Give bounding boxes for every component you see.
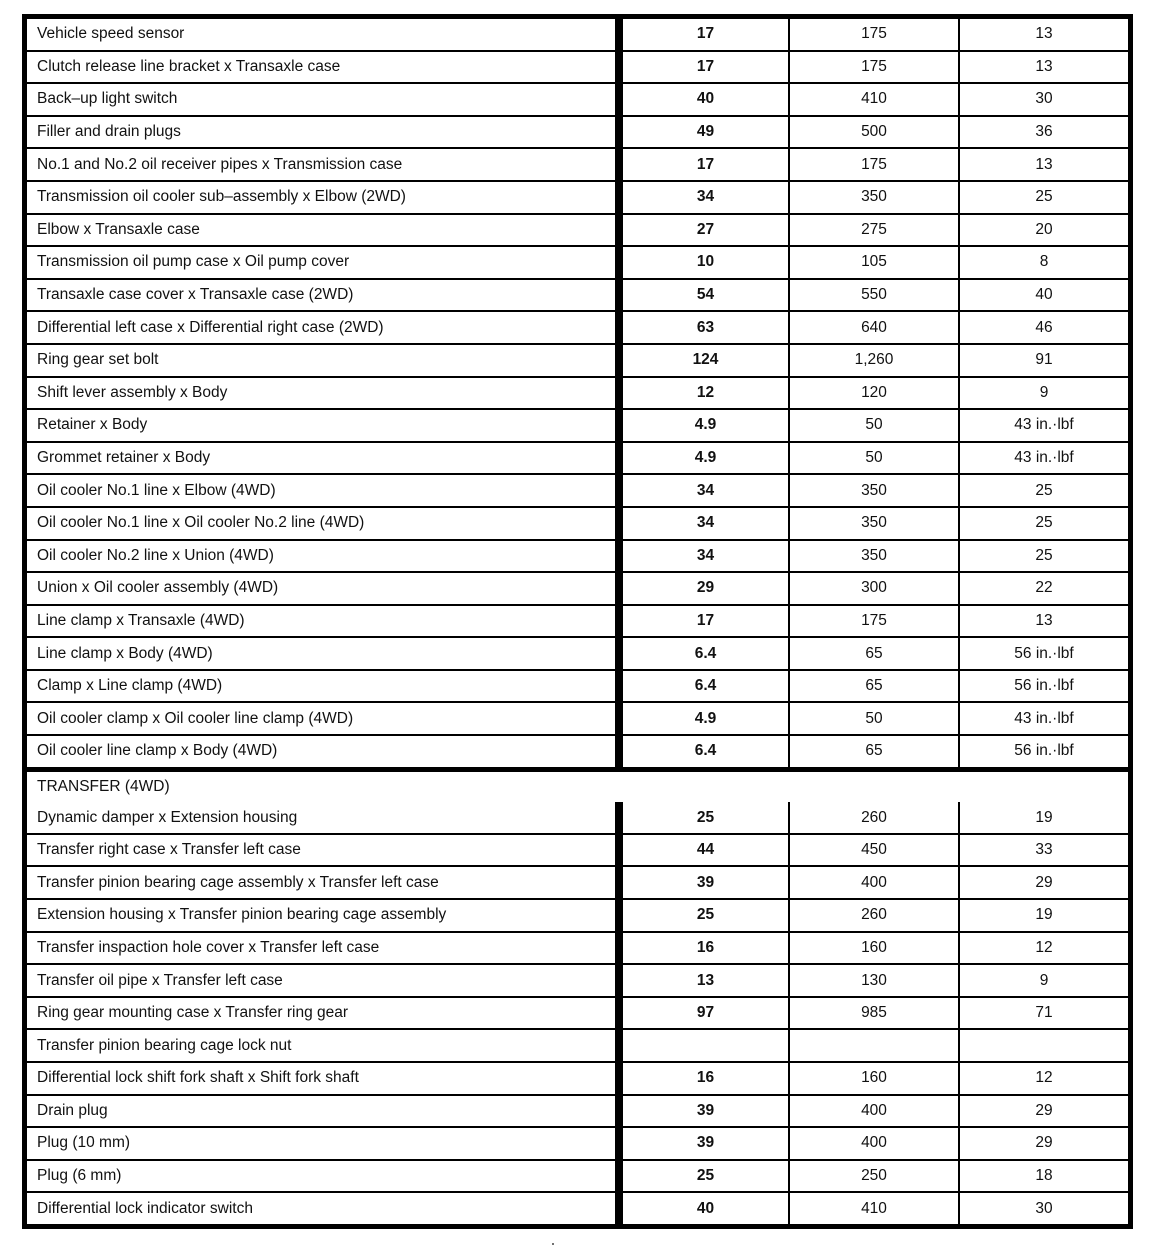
torque-ft-lbf-cell: 8 — [959, 246, 1128, 279]
table-row — [27, 507, 1128, 540]
torque-ft-lbf-cell: 29 — [959, 1127, 1128, 1160]
part-name-cell: Oil cooler line clamp x Body (4WD) — [37, 742, 278, 760]
part-name-cell: Oil cooler No.1 line x Oil cooler No.2 line (4WD) — [27, 507, 619, 540]
torque-nm-cell: 17 — [619, 605, 789, 638]
torque-kgf-cm-cell: 275 — [789, 214, 959, 247]
torque-kgf-cm-cell: 175 — [789, 19, 959, 51]
part-name-cell: Dynamic damper x Extension housing — [27, 802, 619, 834]
torque-ft-lbf-cell: 25 — [959, 540, 1128, 573]
part-name-cell: Transmission oil cooler sub–assembly x Elbow (2WD) — [27, 181, 619, 214]
torque-kgf-cm-cell: 105 — [789, 246, 959, 279]
torque-ft-lbf-cell: 43 in.·lbf — [959, 442, 1128, 475]
torque-nm-cell: 39 — [619, 1127, 789, 1160]
part-name-cell: Clutch release line bracket x Transaxle case — [27, 51, 619, 84]
torque-nm-cell: 34 — [619, 181, 789, 214]
part-name-cell: Oil cooler No.2 line x Union (4WD) — [27, 540, 619, 573]
torque-kgf-cm-cell: 260 — [789, 802, 959, 834]
torque-nm-cell: 17 — [619, 148, 789, 181]
part-name-cell: Transfer inspaction hole cover x Transfer left case — [27, 932, 619, 965]
part-name-cell: Transmission oil pump case x Oil pump cover — [27, 246, 619, 279]
torque-ft-lbf-cell: 91 — [959, 344, 1128, 377]
transfer-section-table — [27, 767, 1128, 1224]
table-row — [27, 899, 1128, 932]
table-row — [27, 964, 1128, 997]
torque-ft-lbf-cell — [959, 1029, 1128, 1062]
torque-kgf-cm-cell: 300 — [789, 572, 959, 605]
torque-ft-lbf-cell: 71 — [959, 997, 1128, 1030]
part-name-cell: Ring gear set bolt — [27, 344, 619, 377]
part-name-cell: Transaxle case cover x Transaxle case (2WD) — [27, 279, 619, 312]
torque-nm-cell: 12 — [619, 377, 789, 410]
table-row — [27, 344, 1128, 377]
torque-ft-lbf-cell: 13 — [959, 19, 1128, 51]
torque-ft-lbf-cell: 12 — [959, 932, 1128, 965]
torque-nm-cell — [619, 1029, 789, 1062]
torque-ft-lbf-cell: 19 — [959, 899, 1128, 932]
torque-ft-lbf-cell: 19 — [959, 802, 1128, 834]
part-name-cell: Shift lever assembly x Body — [27, 377, 619, 410]
part-name-cell: Line clamp x Body (4WD) — [27, 637, 619, 670]
torque-nm-cell: 25 — [619, 899, 789, 932]
table-row — [27, 1095, 1128, 1128]
torque-kgf-cm-cell: 160 — [789, 932, 959, 965]
torque-kgf-cm-cell: 65 — [789, 670, 959, 703]
table-row — [27, 572, 1128, 605]
torque-nm-cell: 34 — [619, 507, 789, 540]
table-row — [27, 997, 1128, 1030]
table-row — [27, 409, 1128, 442]
torque-nm-cell: 27 — [619, 214, 789, 247]
table-row — [27, 246, 1128, 279]
table-row — [27, 637, 1128, 670]
torque-ft-lbf-cell: 46 — [959, 311, 1128, 344]
torque-ft-lbf-cell: 30 — [959, 1192, 1128, 1224]
torque-nm-cell: 40 — [619, 83, 789, 116]
torque-kgf-cm-cell: 120 — [789, 377, 959, 410]
table-row — [27, 540, 1128, 573]
torque-nm-cell: 25 — [619, 1160, 789, 1193]
torque-ft-lbf-cell: 25 — [959, 181, 1128, 214]
table-row — [27, 1029, 1128, 1062]
torque-kgf-cm-cell: 350 — [789, 540, 959, 573]
torque-nm-cell: 40 — [619, 1192, 789, 1224]
table-row — [27, 605, 1128, 638]
torque-kgf-cm-cell: 50 — [789, 442, 959, 475]
torque-nm-cell: 16 — [619, 1062, 789, 1095]
torque-kgf-cm-cell: 50 — [789, 702, 959, 735]
torque-kgf-cm-cell: 410 — [789, 83, 959, 116]
part-name-cell: Drain plug — [27, 1095, 619, 1128]
torque-ft-lbf-cell: 20 — [959, 214, 1128, 247]
torque-nm-cell: 6.4 — [619, 637, 789, 670]
part-name-cell: Ring gear mounting case x Transfer ring gear — [27, 997, 619, 1030]
torque-ft-lbf-cell: 30 — [959, 83, 1128, 116]
torque-kgf-cm-cell: 410 — [789, 1192, 959, 1224]
torque-nm-cell: 4.9 — [619, 702, 789, 735]
torque-ft-lbf-cell: 33 — [959, 834, 1128, 867]
torque-nm-cell: 97 — [619, 997, 789, 1030]
table-row — [27, 148, 1128, 181]
transfer-section-title: TRANSFER (4WD) — [37, 777, 170, 795]
torque-kgf-cm-cell: 130 — [789, 964, 959, 997]
torque-nm-cell: 124 — [619, 344, 789, 377]
torque-kgf-cm-cell: 65 — [789, 637, 959, 670]
part-name-cell: Plug (6 mm) — [27, 1160, 619, 1193]
table-row — [27, 51, 1128, 84]
part-name-cell: Filler and drain plugs — [27, 116, 619, 149]
scan-speck — [552, 1243, 554, 1245]
table-row — [27, 1192, 1128, 1224]
torque-kgf-cm-cell: 450 — [789, 834, 959, 867]
torque-kgf-cm-cell: 500 — [789, 116, 959, 149]
table-row — [27, 735, 1128, 767]
torque-kgf-cm-cell: 250 — [789, 1160, 959, 1193]
part-name-cell: Transfer oil pipe x Transfer left case — [27, 964, 619, 997]
torque-ft-lbf-cell: 13 — [959, 148, 1128, 181]
table-row — [27, 442, 1128, 475]
table-row — [27, 83, 1128, 116]
torque-ft-lbf-cell: 29 — [959, 866, 1128, 899]
torque-kgf-cm-cell: 985 — [789, 997, 959, 1030]
table-row — [27, 474, 1128, 507]
torque-kgf-cm-cell: 65 — [789, 735, 959, 767]
table-row — [27, 1127, 1128, 1160]
part-name-cell: Line clamp x Transaxle (4WD) — [27, 605, 619, 638]
torque-spec-sheet — [22, 14, 1133, 1229]
torque-nm-cell: 44 — [619, 834, 789, 867]
torque-ft-lbf-cell: 12 — [959, 1062, 1128, 1095]
torque-kgf-cm-cell: 350 — [789, 181, 959, 214]
torque-nm-cell: 4.9 — [619, 409, 789, 442]
torque-kgf-cm-cell: 175 — [789, 148, 959, 181]
part-name-cell: Oil cooler clamp x Oil cooler line clamp (4WD) — [27, 702, 619, 735]
torque-ft-lbf-cell: 9 — [959, 377, 1128, 410]
table-row — [27, 866, 1128, 899]
torque-kgf-cm-cell — [789, 1029, 959, 1062]
part-name-cell: Back–up light switch — [27, 83, 619, 116]
part-name-cell: Oil cooler No.1 line x Elbow (4WD) — [27, 474, 619, 507]
part-name-cell: Extension housing x Transfer pinion bearing cage assembly — [27, 899, 619, 932]
part-name-cell: Transfer pinion bearing cage lock nut — [27, 1029, 619, 1062]
torque-nm-cell: 6.4 — [619, 735, 789, 767]
torque-ft-lbf-cell: 25 — [959, 507, 1128, 540]
part-name-cell: Elbow x Transaxle case — [27, 214, 619, 247]
table-row — [27, 181, 1128, 214]
table-row — [27, 19, 1128, 51]
table-row — [27, 932, 1128, 965]
torque-nm-cell: 25 — [619, 802, 789, 834]
torque-ft-lbf-cell: 36 — [959, 116, 1128, 149]
torque-ft-lbf-cell: 18 — [959, 1160, 1128, 1193]
part-name-cell: No.1 and No.2 oil receiver pipes x Transmission case — [27, 148, 619, 181]
table-row — [27, 670, 1128, 703]
torque-ft-lbf-cell: 29 — [959, 1095, 1128, 1128]
part-name-cell: Differential lock indicator switch — [37, 1199, 253, 1217]
table-row — [27, 802, 1128, 834]
torque-nm-cell: 10 — [619, 246, 789, 279]
torque-kgf-cm-cell: 550 — [789, 279, 959, 312]
torque-nm-cell: 17 — [619, 51, 789, 84]
table-row — [27, 214, 1128, 247]
torque-ft-lbf-cell: 9 — [959, 964, 1128, 997]
transaxle-torque-table — [27, 19, 1128, 767]
table-row — [27, 702, 1128, 735]
torque-nm-cell: 63 — [619, 311, 789, 344]
transfer-section-header — [27, 769, 1128, 802]
torque-ft-lbf-cell: 40 — [959, 279, 1128, 312]
part-name-cell: Retainer x Body — [27, 409, 619, 442]
torque-kgf-cm-cell: 640 — [789, 311, 959, 344]
part-name-cell: Union x Oil cooler assembly (4WD) — [27, 572, 619, 605]
table-row — [27, 834, 1128, 867]
torque-ft-lbf-cell: 22 — [959, 572, 1128, 605]
torque-kgf-cm-cell: 50 — [789, 409, 959, 442]
torque-nm-cell: 17 — [619, 19, 789, 51]
torque-nm-cell: 16 — [619, 932, 789, 965]
table-row — [27, 116, 1128, 149]
torque-kgf-cm-cell: 400 — [789, 866, 959, 899]
torque-ft-lbf-cell: 43 in.·lbf — [959, 702, 1128, 735]
torque-ft-lbf-cell: 13 — [959, 605, 1128, 638]
torque-ft-lbf-cell: 13 — [959, 51, 1128, 84]
table-row — [27, 1062, 1128, 1095]
table-row — [27, 311, 1128, 344]
part-name-cell: Transfer pinion bearing cage assembly x Transfer left case — [27, 866, 619, 899]
torque-kgf-cm-cell: 350 — [789, 507, 959, 540]
torque-ft-lbf-cell: 43 in.·lbf — [959, 409, 1128, 442]
torque-ft-lbf-cell: 56 in.·lbf — [959, 670, 1128, 703]
part-name-cell: Vehicle speed sensor — [27, 19, 619, 51]
table-row — [27, 377, 1128, 410]
table-row — [27, 279, 1128, 312]
torque-kgf-cm-cell: 1,260 — [789, 344, 959, 377]
torque-kgf-cm-cell: 260 — [789, 899, 959, 932]
torque-ft-lbf-cell: 56 in.·lbf — [959, 637, 1128, 670]
torque-kgf-cm-cell: 350 — [789, 474, 959, 507]
part-name-cell: Clamp x Line clamp (4WD) — [27, 670, 619, 703]
torque-kgf-cm-cell: 175 — [789, 51, 959, 84]
table-row — [27, 1160, 1128, 1193]
torque-nm-cell: 29 — [619, 572, 789, 605]
part-name-cell: Transfer right case x Transfer left case — [27, 834, 619, 867]
torque-kgf-cm-cell: 160 — [789, 1062, 959, 1095]
part-name-cell: Differential lock shift fork shaft x Shift fork shaft — [27, 1062, 619, 1095]
torque-nm-cell: 6.4 — [619, 670, 789, 703]
torque-nm-cell: 34 — [619, 474, 789, 507]
torque-ft-lbf-cell: 25 — [959, 474, 1128, 507]
part-name-cell: Grommet retainer x Body — [27, 442, 619, 475]
torque-nm-cell: 39 — [619, 866, 789, 899]
torque-nm-cell: 54 — [619, 279, 789, 312]
torque-nm-cell: 39 — [619, 1095, 789, 1128]
torque-ft-lbf-cell: 56 in.·lbf — [959, 735, 1128, 767]
torque-kgf-cm-cell: 400 — [789, 1127, 959, 1160]
torque-kgf-cm-cell: 175 — [789, 605, 959, 638]
part-name-cell: Plug (10 mm) — [27, 1127, 619, 1160]
torque-kgf-cm-cell: 400 — [789, 1095, 959, 1128]
torque-nm-cell: 34 — [619, 540, 789, 573]
torque-nm-cell: 49 — [619, 116, 789, 149]
part-name-cell: Differential left case x Differential right case (2WD) — [27, 311, 619, 344]
torque-nm-cell: 13 — [619, 964, 789, 997]
torque-nm-cell: 4.9 — [619, 442, 789, 475]
